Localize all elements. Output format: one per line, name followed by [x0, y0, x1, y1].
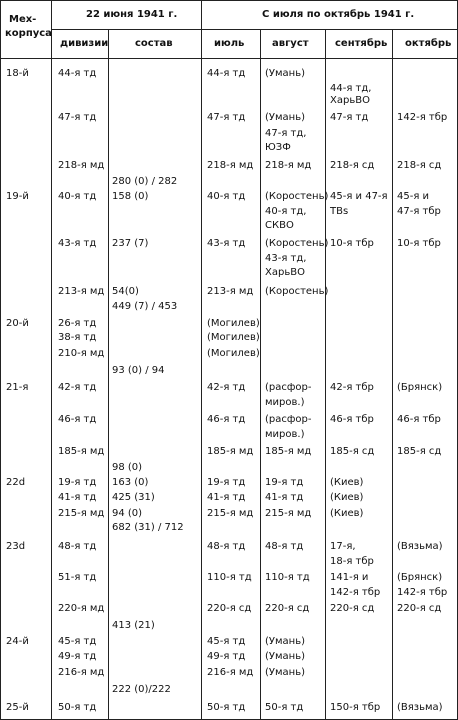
october-cell: 45-я и: [397, 191, 430, 202]
rule-div: [108, 29, 109, 720]
corps-cell: 22d: [6, 477, 26, 488]
division-cell: 41-я тд: [58, 492, 97, 503]
august-cell: (Умань): [265, 667, 305, 678]
august-cell: 43-я тд,: [265, 253, 307, 264]
corps-cell: 23d: [6, 541, 26, 552]
july-cell: 110-я тд: [207, 572, 252, 583]
rule-group-under: [51, 29, 458, 30]
august-cell: (Умань): [265, 68, 305, 79]
july-cell: 215-я мд: [207, 508, 254, 519]
july-cell: 47-я тд: [207, 112, 246, 123]
corps-cell: 20-й: [6, 318, 29, 329]
august-cell: миров.): [265, 397, 305, 408]
corps-cell: 21-я: [6, 382, 29, 393]
division-cell: 44-я тд: [58, 68, 97, 79]
october-cell: (Брянск): [397, 382, 443, 393]
august-cell: (Умань): [265, 112, 305, 123]
july-cell: 41-я тд: [207, 492, 246, 503]
composition-cell: 237 (7): [112, 238, 149, 249]
division-cell: 45-я тд: [58, 636, 97, 647]
july-cell: 218-я мд: [207, 160, 254, 171]
september-cell: 142-я тбр: [330, 587, 381, 598]
corps-cell: 18-й: [6, 68, 29, 79]
header-october: октябрь: [405, 38, 452, 49]
september-cell: 45-я и 47-я: [330, 191, 388, 202]
header-august: август: [272, 38, 309, 49]
july-cell: 40-я тд: [207, 191, 246, 202]
september-cell: (Киев): [330, 477, 364, 488]
header-group-june: 22 июня 1941 г.: [86, 9, 178, 20]
september-cell: 17-я,: [330, 541, 356, 552]
composition-cell: 449 (7) / 453: [112, 301, 178, 312]
october-cell: 142-я тбр: [397, 112, 448, 123]
september-cell: 150-я тбр: [330, 702, 381, 713]
october-cell: 218-я сд: [397, 160, 442, 171]
division-cell: 213-я мд: [58, 286, 105, 297]
division-cell: 47-я тд: [58, 112, 97, 123]
composition-cell: 54(0): [112, 286, 139, 297]
august-cell: СКВО: [265, 220, 294, 231]
division-cell: 218-я мд: [58, 160, 105, 171]
august-cell: (расфор-: [265, 382, 312, 393]
rule-header-bottom: [0, 58, 458, 59]
division-cell: 26-я тд: [58, 318, 97, 329]
october-cell: (Брянск): [397, 572, 443, 583]
july-cell: 49-я тд: [207, 651, 246, 662]
division-cell: 185-я мд: [58, 446, 105, 457]
july-cell: 50-я тд: [207, 702, 246, 713]
july-cell: 185-я мд: [207, 446, 254, 457]
header-divisions: дивизии: [60, 38, 109, 49]
september-cell: (Киев): [330, 492, 364, 503]
rule-top: [0, 0, 458, 1]
rule-jul: [260, 29, 261, 720]
rule-aug: [325, 29, 326, 720]
division-cell: 220-я мд: [58, 603, 105, 614]
rule-june: [201, 0, 202, 720]
august-cell: 48-я тд: [265, 541, 304, 552]
august-cell: ЮЗФ: [265, 142, 291, 153]
header-corps-line2: корпуса: [5, 28, 52, 39]
corps-cell: 25-й: [6, 702, 29, 713]
october-cell: 10-я тбр: [397, 238, 441, 249]
corps-cell: 19-й: [6, 191, 29, 202]
division-cell: 216-я мд: [58, 667, 105, 678]
division-cell: 46-я тд: [58, 414, 97, 425]
september-cell: 220-я сд: [330, 603, 375, 614]
august-cell: 110-я тд: [265, 572, 310, 583]
division-cell: 43-я тд: [58, 238, 97, 249]
july-cell: 19-я тд: [207, 477, 246, 488]
september-cell: (Киев): [330, 508, 364, 519]
corps-cell: 24-й: [6, 636, 29, 647]
division-cell: 48-я тд: [58, 541, 97, 552]
august-cell: (Коростень): [265, 286, 329, 297]
division-cell: 19-я тд: [58, 477, 97, 488]
division-cell: 40-я тд: [58, 191, 97, 202]
july-cell: 48-я тд: [207, 541, 246, 552]
august-cell: 47-я тд,: [265, 128, 307, 139]
division-cell: 210-я мд: [58, 348, 105, 359]
july-cell: 44-я тд: [207, 68, 246, 79]
september-cell: ТВs: [330, 206, 349, 217]
july-cell: 43-я тд: [207, 238, 246, 249]
header-group-after: С июля по октябрь 1941 г.: [262, 9, 415, 20]
rule-left: [0, 0, 1, 720]
august-cell: 41-я тд: [265, 492, 304, 503]
september-cell: 44-я тд,: [330, 83, 372, 94]
august-cell: ХарьВО: [265, 267, 305, 278]
division-cell: 38-я тд: [58, 332, 97, 343]
august-cell: 50-я тд: [265, 702, 304, 713]
august-cell: (расфор-: [265, 414, 312, 425]
september-cell: 47-я тд: [330, 112, 369, 123]
july-cell: 213-я мд: [207, 286, 254, 297]
august-cell: 185-я мд: [265, 446, 312, 457]
august-cell: 215-я мд: [265, 508, 312, 519]
composition-cell: 98 (0): [112, 462, 143, 473]
july-cell: 45-я тд: [207, 636, 246, 647]
august-cell: 220-я сд: [265, 603, 310, 614]
division-cell: 215-я мд: [58, 508, 105, 519]
division-cell: 50-я тд: [58, 702, 97, 713]
composition-cell: 93 (0) / 94: [112, 365, 165, 376]
header-corps-line1: Мех-: [9, 14, 37, 25]
header-september: сентябрь: [335, 38, 388, 49]
composition-cell: 682 (31) / 712: [112, 522, 184, 533]
header-july: июль: [214, 38, 245, 49]
october-cell: 220-я сд: [397, 603, 442, 614]
august-cell: 218-я мд: [265, 160, 312, 171]
composition-cell: 413 (21): [112, 620, 155, 631]
september-cell: 46-я тбр: [330, 414, 374, 425]
composition-cell: 163 (0): [112, 477, 149, 488]
composition-cell: 158 (0): [112, 191, 149, 202]
october-cell: (Вязьма): [397, 541, 443, 552]
september-cell: 42-я тбр: [330, 382, 374, 393]
august-cell: 40-я тд,: [265, 206, 307, 217]
august-cell: (Умань): [265, 651, 305, 662]
october-cell: 142-я тбр: [397, 587, 448, 598]
header-composition: состав: [135, 38, 173, 49]
division-cell: 51-я тд: [58, 572, 97, 583]
september-cell: 185-я сд: [330, 446, 375, 457]
august-cell: (Коростень): [265, 238, 329, 249]
october-cell: 46-я тбр: [397, 414, 441, 425]
august-cell: (Умань): [265, 636, 305, 647]
july-cell: (Могилев): [207, 332, 260, 343]
september-cell: 218-я сд: [330, 160, 375, 171]
september-cell: 18-я тбр: [330, 556, 374, 567]
july-cell: 220-я сд: [207, 603, 252, 614]
division-cell: 42-я тд: [58, 382, 97, 393]
september-cell: ХарьВО: [330, 95, 370, 106]
august-cell: (Коростень): [265, 191, 329, 202]
composition-cell: 280 (0) / 282: [112, 176, 178, 187]
composition-cell: 94 (0): [112, 508, 143, 519]
october-cell: (Вязьма): [397, 702, 443, 713]
september-cell: 10-я тбр: [330, 238, 374, 249]
october-cell: 185-я сд: [397, 446, 442, 457]
september-cell: 141-я и: [330, 572, 369, 583]
july-cell: 46-я тд: [207, 414, 246, 425]
rule-corps: [51, 0, 52, 720]
rule-sep: [392, 29, 393, 720]
composition-cell: 425 (31): [112, 492, 155, 503]
division-cell: 49-я тд: [58, 651, 97, 662]
july-cell: (Могилев): [207, 348, 260, 359]
july-cell: (Могилев): [207, 318, 260, 329]
july-cell: 42-я тд: [207, 382, 246, 393]
composition-cell: 222 (0)/222: [112, 684, 171, 695]
july-cell: 216-я мд: [207, 667, 254, 678]
august-cell: миров.): [265, 429, 305, 440]
october-cell: 47-я тбр: [397, 206, 441, 217]
august-cell: 19-я тд: [265, 477, 304, 488]
